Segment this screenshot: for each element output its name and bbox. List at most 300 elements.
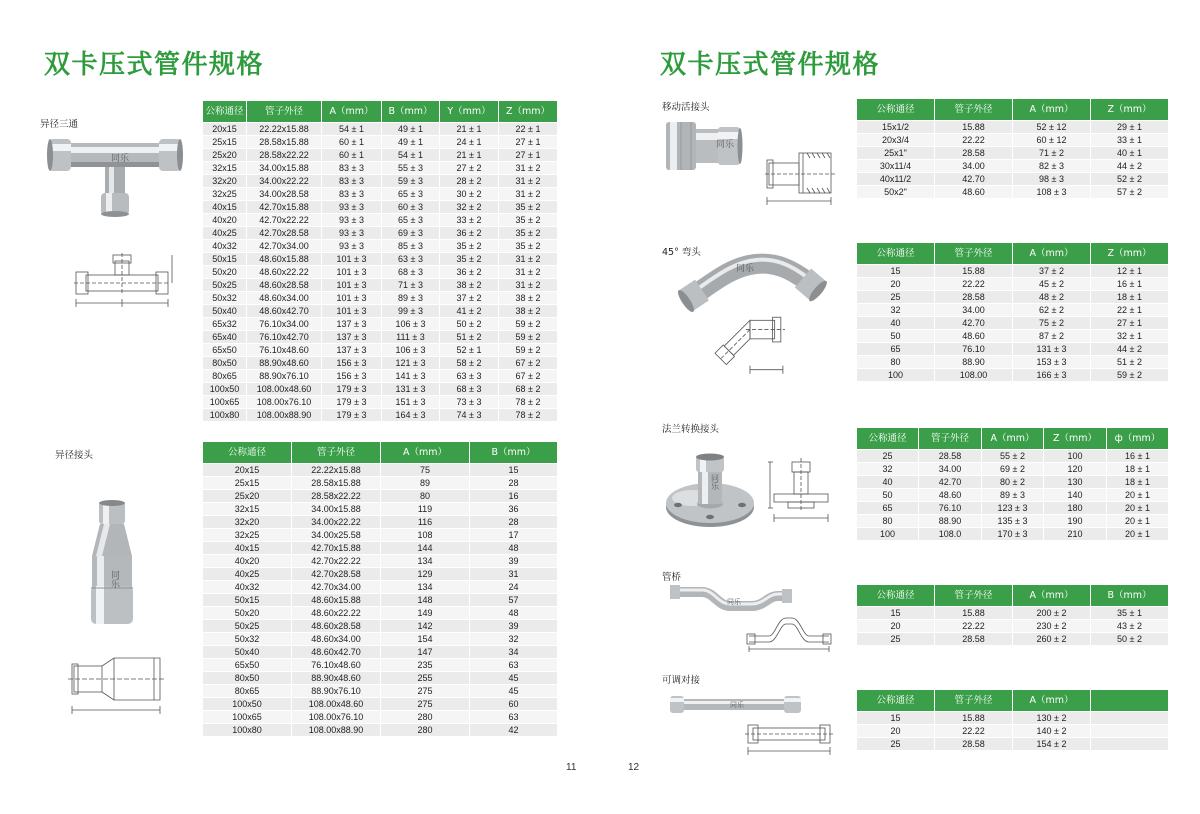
table-cell: 50 ± 2 [1091,633,1168,645]
table-cell: 60 [470,698,557,710]
table-cell: 106 ± 3 [382,318,439,330]
column-header: A（mm） [1013,690,1090,711]
table-cell: 93 ± 3 [322,227,381,239]
column-header: 管子外径 [935,690,1012,711]
table-cell: 31 ± 2 [499,162,557,174]
table-cell: 29 ± 1 [1091,121,1168,133]
reducer-table [203,442,557,736]
table-cell: 100 [857,369,934,381]
table-cell: 42.70x15.88 [247,201,321,213]
table-cell: 93 ± 3 [322,214,381,226]
table-cell: 63 [470,659,557,671]
adjustable-coupling-table [857,690,1168,750]
table-cell: 80 ± 2 [982,476,1043,488]
table-cell: 80 [857,515,918,527]
table-cell: 37 ± 2 [440,292,498,304]
column-header: 公称通径 [857,690,934,711]
table-cell: 28.58 [919,450,981,462]
table-cell: 40 ± 1 [1091,147,1168,159]
table-cell: 280 [381,724,469,736]
table-cell: 108.00x88.90 [247,409,321,421]
table-cell: 119 [381,503,469,515]
table-cell: 65 ± 3 [382,214,439,226]
table-cell: 88.90x76.10 [247,370,321,382]
table-cell: 48.60 [919,489,981,501]
table-cell: 33 ± 1 [1091,134,1168,146]
brand-mark: 同乐 [727,598,741,606]
table-cell: 50 [857,330,934,342]
table-cell: 28.58x22.22 [247,149,321,161]
table-cell: 20 [857,278,934,290]
table-cell: 39 [470,555,557,567]
table-cell: 52 ± 2 [1091,173,1168,185]
table-cell: 54 ± 1 [382,149,439,161]
flange-adapter-drawing [768,458,834,528]
table-cell: 100 [1044,450,1106,462]
table-cell: 35 ± 2 [499,227,557,239]
table-cell: 38 ± 2 [499,305,557,317]
table-cell: 22.22 [935,278,1012,290]
table-cell: 48.60x42.70 [247,305,321,317]
reducing-tee-drawing [74,253,174,313]
table-cell: 21 ± 1 [440,149,498,161]
table-cell: 190 [1044,515,1106,527]
table-cell: 32x25 [203,529,291,541]
reducing-tee-label: 异径三通 [40,119,79,130]
table-cell: 89 ± 3 [382,292,439,304]
table-cell: 32 ± 1 [1091,330,1168,342]
table-cell: 255 [381,672,469,684]
table-cell: 59 ± 2 [499,331,557,343]
column-header: 管子外径 [292,442,380,463]
table-cell: 22.22x15.88 [292,464,380,476]
table-cell: 42.70 [935,317,1012,329]
table-cell: 57 ± 2 [1091,186,1168,198]
table-cell: 22.22 [935,134,1012,146]
table-cell: 28 ± 2 [440,175,498,187]
column-header: A（mm） [322,101,381,122]
column-header: A（mm） [1013,585,1090,606]
table-cell: 78 ± 2 [499,409,557,421]
table-cell: 33 ± 2 [440,214,498,226]
table-cell: 50 [857,489,918,501]
table-cell: 85 ± 3 [382,240,439,252]
table-cell: 100x50 [203,698,291,710]
pipe-bridge-table [857,585,1168,645]
column-header: B（mm） [382,101,439,122]
table-cell: 60 ± 12 [1013,134,1090,146]
table-cell: 58 ± 2 [440,357,498,369]
table-cell: 35 ± 2 [440,253,498,265]
table-cell: 68 ± 2 [499,383,557,395]
table-cell: 83 ± 3 [322,162,381,174]
elbow-45-label: 45° 弯头 [662,247,701,258]
pipe-bridge-drawing [745,610,833,652]
table-cell: 51 ± 2 [440,331,498,343]
flange-adapter-label: 法兰转换接头 [662,424,720,435]
table-cell: 76.10x48.60 [292,659,380,671]
brand-mark: 同乐 [735,264,755,274]
table-cell: 50x25 [203,279,246,291]
table-cell: 28.58x15.88 [292,477,380,489]
table-cell: 69 ± 3 [382,227,439,239]
table-cell: 41 ± 2 [440,305,498,317]
table-cell: 108.0 [919,528,981,540]
table-cell: 88.90x48.60 [292,672,380,684]
table-cell: 35 ± 2 [499,240,557,252]
union-label: 移动活接头 [662,102,710,113]
table-cell: 31 ± 2 [499,175,557,187]
table-cell: 59 ± 2 [1091,369,1168,381]
table-cell: 74 ± 3 [440,409,498,421]
table-cell: 15.88 [935,265,1012,277]
table-cell: 18 ± 1 [1091,291,1168,303]
table-cell: 45 [470,685,557,697]
table-cell: 27 ± 2 [440,162,498,174]
table-cell: 75 [381,464,469,476]
table-cell: 42.70x15.88 [292,542,380,554]
left-page-title: 双卡压式管件规格 [44,50,265,80]
table-cell: 108.00x48.60 [292,698,380,710]
table-cell: 88.90x76.10 [292,685,380,697]
column-header: A（mm） [381,442,469,463]
table-cell: 123 ± 3 [982,502,1043,514]
table-cell: 42.70x34.00 [247,240,321,252]
table-cell: 24 [470,581,557,593]
page-number-right: 12 [628,762,640,773]
pipe-bridge-label: 管桥 [662,572,682,583]
table-cell: 28.58 [935,738,1012,750]
table-cell: 27 ± 1 [499,136,557,148]
table-cell: 48 ± 2 [1013,291,1090,303]
table-cell: 35 ± 2 [499,214,557,226]
table-cell: 48.60x34.00 [247,292,321,304]
table-cell: 40x15 [203,201,246,213]
table-cell: 83 ± 3 [322,188,381,200]
table-cell: 48.60 [935,186,1012,198]
table-cell: 39 [470,620,557,632]
table-cell: 48.60x34.00 [292,633,380,645]
reducer-photo [88,498,138,628]
table-cell: 142 [381,620,469,632]
table-cell: 42.70 [935,173,1012,185]
table-cell: 35 ± 2 [440,240,498,252]
table-cell: 45 [470,672,557,684]
table-cell: 34.00x28.58 [247,188,321,200]
table-cell: 22.22 [935,620,1012,632]
column-header: 公称通径 [857,99,934,120]
table-cell: 65x32 [203,318,246,330]
column-header: 管子外径 [935,585,1012,606]
table-cell: 40 [857,476,918,488]
table-cell: 48.60 [935,330,1012,342]
table-cell: 17 [470,529,557,541]
table-cell: 25 [857,291,934,303]
table-cell: 99 ± 3 [382,305,439,317]
table-cell: 121 ± 3 [382,357,439,369]
table-cell: 140 [1044,489,1106,501]
table-cell: 42.70x22.22 [292,555,380,567]
table-cell: 88.90 [935,356,1012,368]
table-cell: 34.00 [935,160,1012,172]
table-cell: 134 [381,581,469,593]
table-cell: 49 ± 1 [382,123,439,135]
brand-mark: 同乐 [715,140,735,150]
table-cell: 148 [381,594,469,606]
table-cell: 20 ± 1 [1107,528,1168,540]
table-cell: 30 ± 2 [440,188,498,200]
brand-mark: 同乐 [110,154,130,164]
column-header: Z（mm） [499,101,557,122]
table-cell: 156 ± 3 [322,357,381,369]
table-cell: 18 ± 1 [1107,476,1168,488]
table-cell: 48.60x42.70 [292,646,380,658]
table-cell: 134 [381,555,469,567]
table-cell: 108.00x76.10 [247,396,321,408]
table-cell: 25 [857,450,918,462]
table-cell [1091,738,1168,750]
reducing-tee-photo [45,133,185,219]
table-cell: 65 ± 3 [382,188,439,200]
column-header [1091,690,1168,711]
table-cell: 34.00x22.22 [292,516,380,528]
table-cell: 80 [857,356,934,368]
table-cell: 34.00 [935,304,1012,316]
table-cell: 25 [857,738,934,750]
table-cell: 28.58 [935,633,1012,645]
union-drawing [765,145,837,207]
table-cell: 156 ± 3 [322,370,381,382]
brand-mark: 同乐 [109,570,119,588]
table-cell: 24 ± 1 [440,136,498,148]
table-cell: 76.10 [935,343,1012,355]
table-cell: 59 ± 3 [382,175,439,187]
table-cell: 76.10 [919,502,981,514]
table-cell: 65 [857,502,918,514]
table-cell: 48 [470,607,557,619]
union-photo [664,116,744,178]
table-cell: 88.90x48.60 [247,357,321,369]
table-cell: 38 ± 2 [440,279,498,291]
table-cell: 20x3/4 [857,134,934,146]
table-cell: 50x32 [203,633,291,645]
adjustable-coupling-label: 可调对接 [662,675,701,686]
table-cell: 32 ± 2 [440,201,498,213]
table-cell: 65x50 [203,344,246,356]
table-cell: 100 [857,528,918,540]
table-cell: 141 ± 3 [382,370,439,382]
table-cell: 154 ± 2 [1013,738,1090,750]
table-cell: 100x80 [203,724,291,736]
table-cell: 116 [381,516,469,528]
column-header: Z（mm） [1044,428,1106,449]
table-cell: 40x20 [203,214,246,226]
table-cell: 69 ± 2 [982,463,1043,475]
table-cell: 44 ± 2 [1091,343,1168,355]
table-cell: 25x1" [857,147,934,159]
table-cell: 20x15 [203,123,246,135]
table-cell: 32 [470,633,557,645]
table-cell: 36 [470,503,557,515]
table-cell: 48 [470,542,557,554]
table-cell: 131 ± 3 [382,383,439,395]
table-cell: 27 ± 1 [1091,317,1168,329]
table-cell: 42.70 [919,476,981,488]
table-cell: 55 ± 2 [982,450,1043,462]
table-cell: 42 [470,724,557,736]
table-cell: 15.88 [935,712,1012,724]
column-header: 公称通径 [857,585,934,606]
table-cell: 34.00x15.88 [247,162,321,174]
table-cell: 50x25 [203,620,291,632]
table-cell: 131 ± 3 [1013,343,1090,355]
table-cell: 22.22 [935,725,1012,737]
table-cell: 28.58 [935,291,1012,303]
table-cell: 32x20 [203,175,246,187]
table-cell: 73 ± 3 [440,396,498,408]
table-cell: 12 ± 1 [1091,265,1168,277]
table-cell: 80x50 [203,357,246,369]
table-cell: 15x1/2 [857,121,934,133]
table-cell: 68 ± 3 [440,383,498,395]
table-cell: 31 ± 2 [499,188,557,200]
table-cell: 34.00x15.88 [292,503,380,515]
table-cell: 22 ± 1 [1091,304,1168,316]
table-cell: 31 ± 2 [499,253,557,265]
brand-mark: 同乐 [730,701,744,709]
table-cell: 36 ± 2 [440,266,498,278]
table-cell: 37 ± 2 [1013,265,1090,277]
table-cell: 31 [470,568,557,580]
table-cell: 59 ± 2 [499,344,557,356]
table-cell: 35 ± 1 [1091,607,1168,619]
table-cell: 45 ± 2 [1013,278,1090,290]
table-cell: 100x65 [203,396,246,408]
table-cell: 25 [857,633,934,645]
table-cell: 100x50 [203,383,246,395]
table-cell: 32x20 [203,516,291,528]
table-cell: 48.60x22.22 [292,607,380,619]
column-header: 管子外径 [919,428,981,449]
table-cell: 129 [381,568,469,580]
table-cell: 15 [470,464,557,476]
table-cell: 88.90 [919,515,981,527]
reducer-drawing [68,650,168,718]
table-cell: 20 ± 1 [1107,502,1168,514]
table-cell: 260 ± 2 [1013,633,1090,645]
table-cell [1091,712,1168,724]
table-cell: 40x25 [203,227,246,239]
table-cell: 89 ± 3 [982,489,1043,501]
table-cell: 15.88 [935,121,1012,133]
table-cell: 98 ± 3 [1013,173,1090,185]
table-cell: 130 [1044,476,1106,488]
table-cell: 101 ± 3 [322,305,381,317]
table-cell: 170 ± 3 [982,528,1043,540]
table-cell: 210 [1044,528,1106,540]
table-cell: 28.58 [935,147,1012,159]
elbow-45-table [857,243,1168,381]
table-cell: 153 ± 3 [1013,356,1090,368]
table-cell: 101 ± 3 [322,266,381,278]
table-cell: 40x25 [203,568,291,580]
table-cell: 54 ± 1 [322,123,381,135]
table-cell: 130 ± 2 [1013,712,1090,724]
table-cell: 32x25 [203,188,246,200]
table-cell: 80x65 [203,370,246,382]
table-cell: 82 ± 3 [1013,160,1090,172]
table-cell: 93 ± 3 [322,201,381,213]
table-cell: 25x15 [203,136,246,148]
table-cell: 40x32 [203,581,291,593]
table-cell: 101 ± 3 [322,253,381,265]
table-cell: 34.00x25.58 [292,529,380,541]
table-cell: 235 [381,659,469,671]
table-cell: 179 ± 3 [322,383,381,395]
table-cell: 28 [470,516,557,528]
table-cell: 20x15 [203,464,291,476]
table-cell: 57 [470,594,557,606]
table-cell: 35 ± 2 [499,201,557,213]
table-cell: 42.70x34.00 [292,581,380,593]
table-cell: 32 [857,304,934,316]
table-cell: 50x20 [203,266,246,278]
table-cell: 32x15 [203,162,246,174]
table-cell: 65x40 [203,331,246,343]
table-cell: 275 [381,685,469,697]
table-cell: 50x40 [203,305,246,317]
table-cell: 65x50 [203,659,291,671]
table-cell: 42.70x28.58 [247,227,321,239]
table-cell: 48.60x28.58 [247,279,321,291]
table-cell: 101 ± 3 [322,279,381,291]
table-cell: 28 [470,477,557,489]
table-cell: 108.00x88.90 [292,724,380,736]
table-cell: 180 [1044,502,1106,514]
table-cell: 179 ± 3 [322,409,381,421]
table-cell: 179 ± 3 [322,396,381,408]
brand-mark: 同乐 [710,474,720,490]
table-cell: 135 ± 3 [982,515,1043,527]
table-cell: 21 ± 1 [440,123,498,135]
table-cell: 101 ± 3 [322,292,381,304]
table-cell: 25x15 [203,477,291,489]
table-cell: 68 ± 3 [382,266,439,278]
table-cell: 65 [857,343,934,355]
table-cell: 230 ± 2 [1013,620,1090,632]
table-cell: 80 [381,490,469,502]
table-cell: 100x65 [203,711,291,723]
table-cell: 32 [857,463,918,475]
table-cell: 20 [857,725,934,737]
table-cell: 31 ± 2 [499,266,557,278]
column-header: B（mm） [1091,585,1168,606]
column-header: 管子外径 [935,243,1012,264]
table-cell: 48.60x22.22 [247,266,321,278]
table-cell: 100x80 [203,409,246,421]
table-cell: 32x15 [203,503,291,515]
table-cell: 166 ± 3 [1013,369,1090,381]
column-header: 管子外径 [247,101,321,122]
table-cell: 50x15 [203,594,291,606]
table-cell: 15.88 [935,607,1012,619]
table-cell: 51 ± 2 [1091,356,1168,368]
page-number-left: 11 [566,762,577,773]
column-header: A（mm） [1013,99,1090,120]
table-cell: 48.60x15.88 [247,253,321,265]
table-cell: 108.00x76.10 [292,711,380,723]
table-cell: 40x15 [203,542,291,554]
